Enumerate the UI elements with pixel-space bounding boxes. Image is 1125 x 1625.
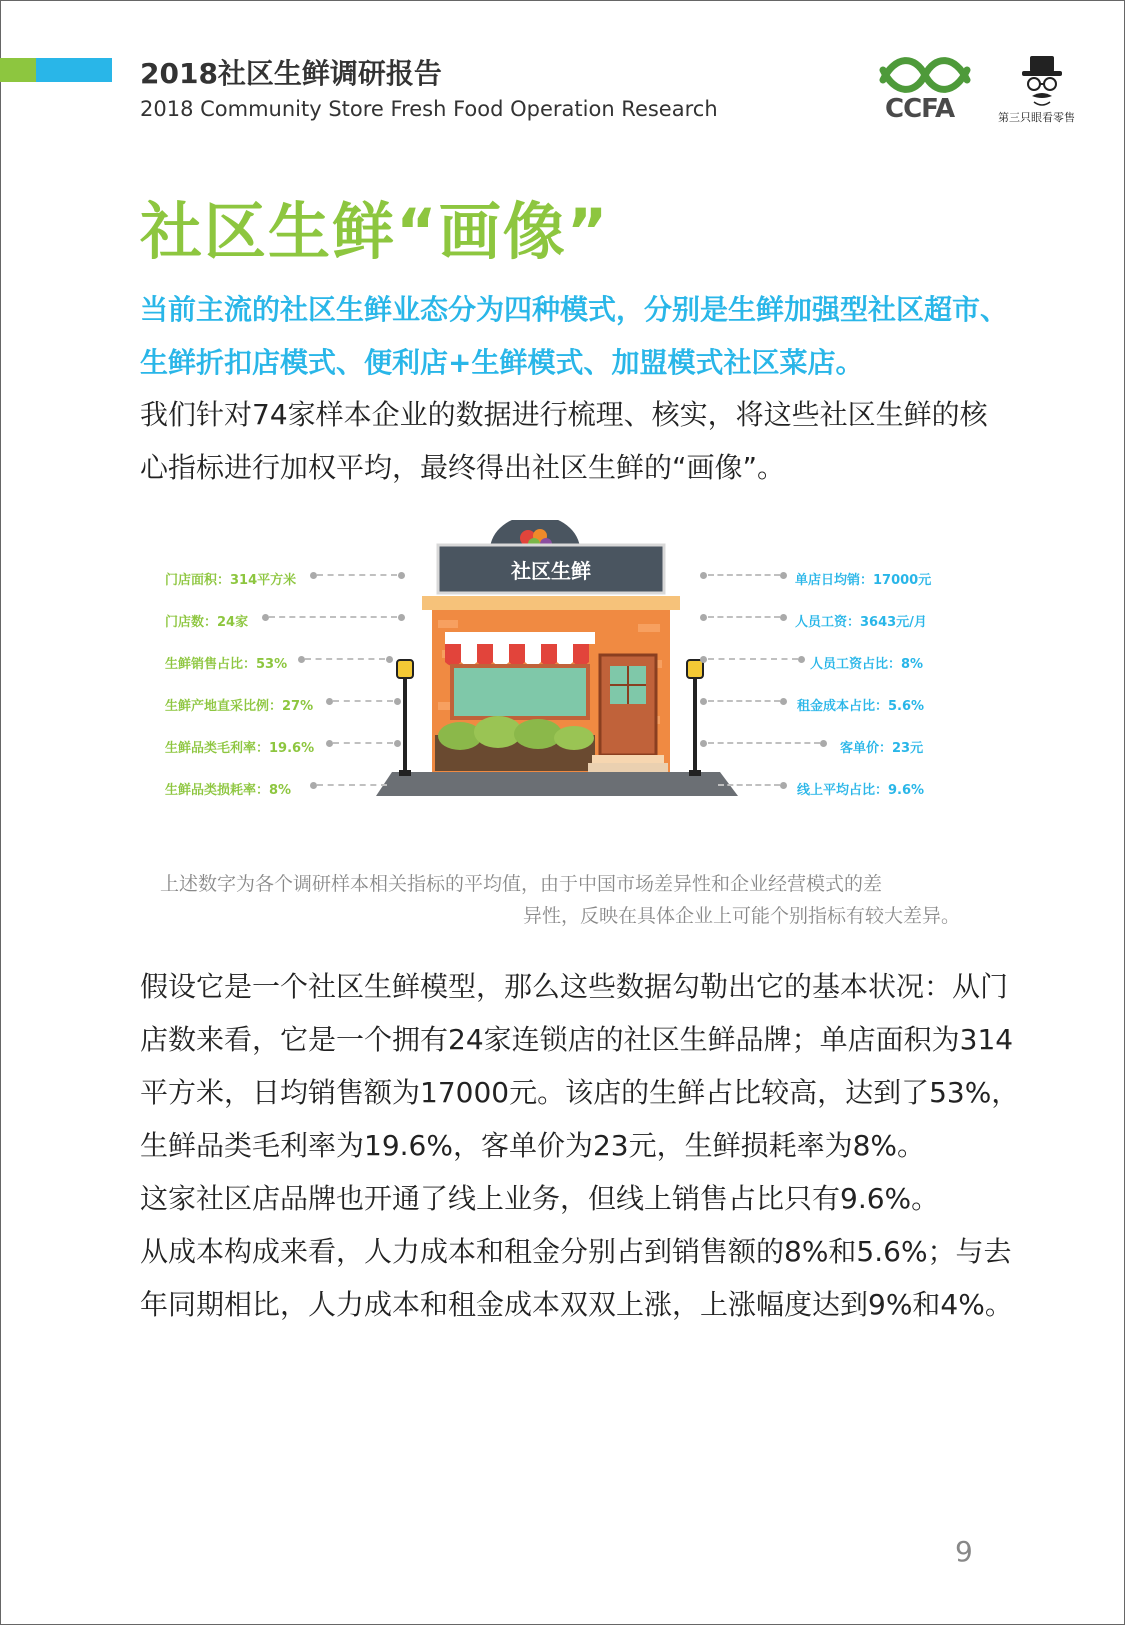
metric-dot [700,614,707,621]
body-paragraph: 假设它是一个社区生鲜模型，那么这些数据勾勒出它的基本状况：从门店数来看，它是一个拥有24家连锁店的社区生鲜品牌；单店面积为314平方米，日均销售额为17000元。该店的生鲜占比较高，达到了53%，生鲜品类毛利率为19.6%，客单价为23元，生鲜损耗率为8%。 [140,970,1020,1162]
header-accent-green [0,58,36,82]
metric-dot [700,572,707,579]
body-paragraph: 这家社区店品牌也开通了线上业务，但线上销售占比只有9.6%。 [140,1182,940,1215]
metric-online-ratio: 线上平均占比：9.6% [797,783,925,798]
metric-dot [700,656,707,663]
intro-paragraph: 我们针对74家样本企业的数据进行梳理、核实，将这些社区生鲜的核心指标进行加权平均，最终得出社区生鲜的“画像”。 [140,398,988,484]
illustration-caption [160,868,960,932]
metric-dot [700,740,707,747]
metric-daily-sales: 单店日均销：17000元 [795,573,932,588]
metric-dot [820,740,827,747]
metric-dot [394,698,401,705]
section-title: 社区生鲜“画像” [140,195,610,268]
metric-dot [700,698,707,705]
store-sign-text: 社区生鲜 [511,559,591,583]
metric-connector [708,700,780,702]
ccfa-logo [875,50,975,130]
metric-dot [798,656,805,663]
metric-rent-ratio: 租金成本占比：5.6% [797,699,925,714]
metric-dot [326,740,333,747]
metric-fresh-sales-ratio: 生鲜销售占比：53% [165,657,288,672]
metric-dot [394,740,401,747]
lead-paragraph: 当前主流的社区生鲜业态分为四种模式，分别是生鲜加强型社区超市、生鲜折扣店模式、便利店+生鲜模式、加盟模式社区菜店。 [140,293,1009,379]
ccfa-logo-text: CCFA [885,94,955,124]
metric-gross-margin: 生鲜品类毛利率：19.6% [165,741,315,756]
metric-connector [708,616,780,618]
metric-dot [780,572,787,579]
metric-dot [780,698,787,705]
metric-dot [262,614,269,621]
top-hat-glasses-icon [1012,52,1072,110]
metric-dot [398,572,405,579]
metric-dot [780,614,787,621]
metric-connector [708,658,798,660]
caption-line-1: 上述数字为各个调研样本相关指标的平均值，由于中国市场差异性和企业经营模式的差 [160,873,883,895]
third-eye-logo [990,52,1090,132]
metric-dot [326,698,333,705]
report-title: 2018社区生鲜调研报告 [140,57,442,90]
metric-connector [718,784,780,786]
metric-avg-ticket: 客单价：23元 [840,741,924,756]
metric-connector [317,784,387,786]
body-paragraph: 从成本构成来看，人力成本和租金分别占到销售额的8%和5.6%；与去年同期相比，人力成本和租金成本双双上涨，上涨幅度达到9%和4%。 [140,1235,1013,1321]
metric-dot [780,782,787,789]
metric-connector [333,742,393,744]
metric-store-count: 门店数：24家 [165,615,249,630]
metric-dot [398,614,405,621]
metric-dot [298,656,305,663]
body-text [140,960,1020,1331]
metric-dot [386,656,393,663]
metric-connector [333,700,393,702]
report-subtitle: 2018 Community Store Fresh Food Operation Research [140,97,718,121]
metric-connector [317,574,397,576]
metric-direct-sourcing: 生鲜产地直采比例：27% [165,699,314,714]
metric-staff-wage: 人员工资：3643元/月 [795,615,927,630]
metric-loss-rate: 生鲜品类损耗率：8% [165,783,292,798]
store-illustration [160,520,980,830]
metric-connector [708,574,780,576]
metric-wage-ratio: 人员工资占比：8% [810,657,924,672]
metric-connector [708,742,820,744]
metric-connector [269,616,397,618]
header-accent-blue [36,58,112,82]
page-number: 9 [955,1535,973,1568]
third-eye-logo-text: 第三只眼看零售 [998,111,1075,124]
metric-connector [305,658,385,660]
metric-store-area: 门店面积：314平方米 [165,573,297,588]
caption-line-2: 异性，反映在具体企业上可能个别指标有较大差异。 [522,905,960,927]
metric-dot [310,782,317,789]
ccfa-emblem-icon [875,50,975,100]
metric-dot [310,572,317,579]
